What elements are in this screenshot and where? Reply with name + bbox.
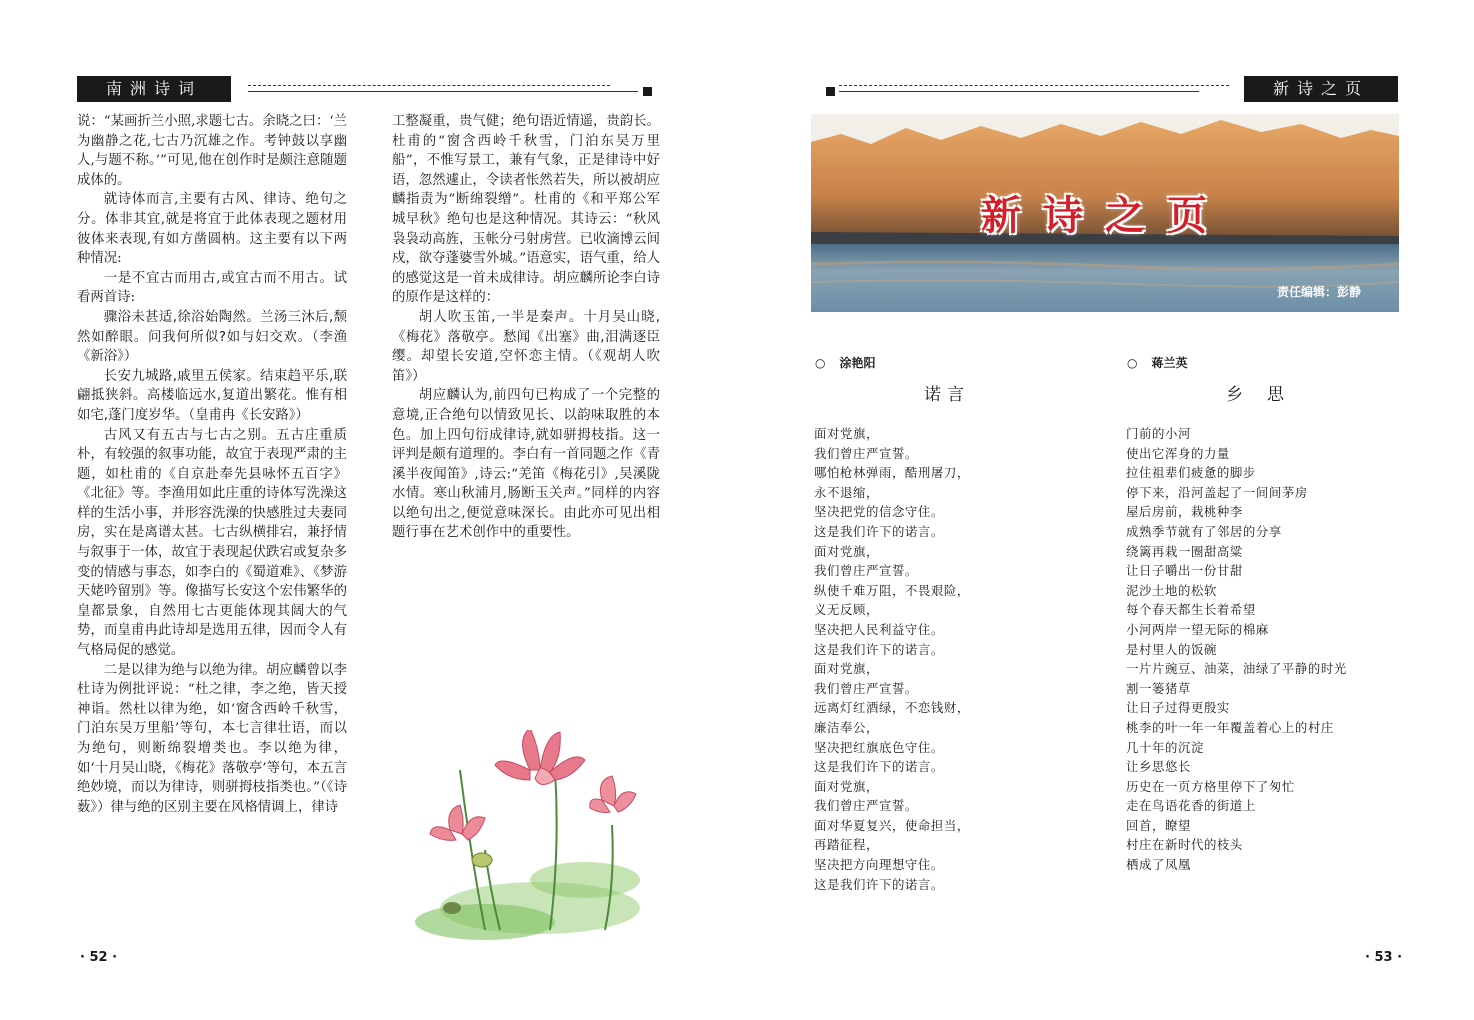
poem-line: 是村里人的饭碗 [1126, 641, 1217, 657]
poem-line: 泥沙土地的松软 [1126, 582, 1217, 598]
header-rule [839, 85, 1229, 86]
paragraph: 一是不宜古而用古,或宜古而不用古。试看两首诗: [77, 270, 347, 306]
poem-title: 诺言 [924, 385, 970, 405]
paragraph: 说：“某画折兰小照,求题七古。余晓之曰：‘兰为幽静之花,七古乃沉雄之作。考钟鼓以享幽人,与题不称。’”可见,他在创作时是颇注意随题成体的。 [77, 114, 347, 188]
poem-line: 面对党旗， [814, 543, 879, 559]
poem-line: 面对党旗， [814, 778, 879, 794]
poem-line: 割一篓猪草 [1126, 680, 1191, 696]
paragraph: 工整凝重，贵气健；绝句语近情遥，贵韵长。杜甫的“窗含西岭千秋雪，门泊东吴万里船”，不惟写景工，兼有气象，正是律诗中好语，忽然遽止，令读者怅然若失，所以被胡应麟指责为“断绵裂缯”。杜甫的《和平郑公军城早秋》绝句也是这种情况。其诗云：“秋风袅袅动高旌，玉帐分弓射虏营。已收滴博云间戍，欲夺蓬婆雪外城。”语意实，语气重，给人的感觉这是一首未成律诗。胡应麟所论李白诗的原作是这样的： [392, 114, 660, 306]
poem-line: 这是我们许下的诺言。 [814, 641, 944, 657]
poem-line: 小河两岸一望无际的棉麻 [1126, 621, 1269, 637]
poem-line: 这是我们许下的诺言。 [814, 759, 944, 775]
poem-line: 使出它浑身的力量 [1126, 445, 1230, 461]
poem-line: 坚决把方向理想守住。 [814, 857, 944, 873]
poem-line: 走在鸟语花香的街道上 [1126, 798, 1256, 814]
poem-line: 坚决把红旗底色守住。 [814, 739, 944, 755]
paragraph: 胡应麟认为,前四句已构成了一个完整的意境,正合绝句以情致见长、以韵味取胜的本色。加上四句衍成律诗,就如骈拇枝指。这一评判是颇有道理的。李白有一首同题之作《青溪半夜闻笛》,诗云:“羌笛《梅花引》,吴溪陇水情。寒山秋浦月,肠断玉关声。”同样的内容以绝句出之,便觉意味深长。由此亦可见出相题行事在艺术创作中的重要性。 [392, 388, 660, 541]
poem-line: 让乡思悠长 [1126, 759, 1191, 775]
poem-line: 面对党旗， [814, 661, 879, 677]
poem-line: 面对华夏复兴，使命担当， [814, 817, 970, 833]
poem-line: 远离灯红酒绿，不恋钱财， [814, 700, 970, 716]
header-square [826, 87, 835, 96]
poem-line: 回首，瞭望 [1126, 817, 1191, 833]
poem-line: 纵使千难万阻，不畏艰险， [814, 582, 970, 598]
paragraph: 就诗体而言,主要有古风、律诗、绝句之分。体非其宜,就是将宜于此体表现之题材用彼体来表现,有如方凿圆枘。这主要有以下两种情况: [77, 192, 347, 267]
poem-line: 几十年的沉淀 [1126, 739, 1204, 755]
paragraph: 古风又有五古与七古之别。五古庄重质朴，有较强的叙事功能，故宜于表现严肃的主题，如杜甫的《自京赴奉先县咏怀五百字》《北征》等。李渔用如此庄重的诗体写洗澡这样的生活小事，并形容洗澡的快感胜过夫妻同房，实在是离谱太甚。七古纵横排宕，兼抒情与叙事于一体，故宜于表现起伏跌宕或复杂多变的情感与事态，如李白的《蜀道难》、《梦游天姥吟留别》等。像描写长安这个宏伟繁华的皇都景象，自然用七古更能体现其阔大的气势，而皇甫冉此诗却是选用五律，因而令人有气格局促的感觉。 [77, 427, 347, 659]
poem-line: 历史在一页方格里停下了匆忙 [1126, 778, 1295, 794]
poem-line: 每个春天都生长着希望 [1126, 602, 1256, 618]
header-square [643, 87, 652, 96]
circle-bullet-icon: ○ [1127, 356, 1138, 370]
page-number: · 52 · [80, 950, 118, 965]
page-number: · 53 · [1365, 950, 1403, 965]
poem-line: 成熟季节就有了邻居的分享 [1126, 523, 1282, 539]
editor-credit: 责任编辑：彭静 [1276, 285, 1361, 299]
poem-line: 这是我们许下的诺言。 [814, 523, 944, 539]
banner [811, 114, 1399, 312]
poem-line: 一片片豌豆、油菜，油绿了平静的时光 [1126, 661, 1347, 677]
poem-line: 停下来，沿河盖起了一间间茅房 [1126, 484, 1308, 500]
poem-author-line [1127, 354, 1188, 371]
author-name: 蒋兰英 [1151, 356, 1188, 370]
quoted-poem: 长安九城路,戚里五侯家。结束趋平乐,联翩抵狭斜。高楼临远水,复道出繁花。惟有相如宅,蓬门度岁华。（皇甫冉《长安路》） [77, 368, 347, 423]
poem-line: 坚决把人民利益守住。 [814, 621, 944, 637]
right-page [737, 0, 1474, 1020]
header-rule [248, 91, 638, 92]
text-column-2 [392, 112, 660, 543]
banner-title: 新诗之页 [981, 193, 1229, 239]
column-header: 南洲诗词 [77, 76, 231, 102]
poem-line: 再踏征程， [814, 837, 879, 853]
poem-author-line [815, 354, 876, 371]
poem-line: 我们曾庄严宣誓。 [814, 798, 918, 814]
poem-line: 这是我们许下的诺言。 [814, 876, 944, 892]
paragraph: 二是以律为绝与以绝为律。胡应麟曾以李杜诗为例批评说：“杜之律，李之绝，皆天授神诣。然杜以律为绝，如‘窗含西岭千秋雪，门泊东吴万里船’等句，本七言律壮语，而以为绝句，则断绵裂增类也。李以绝为律，如‘十月吴山晓，《梅花》落敬亭’等句，本五言绝妙境，而以为律诗，则骈拇枝指类也。”（《诗薮》）律与绝的区别主要在风格情调上，律诗 [77, 662, 347, 815]
poem-line: 廉洁奉公， [814, 719, 879, 735]
author-name: 涂艳阳 [839, 356, 876, 370]
poem-line: 我们曾庄严宣誓。 [814, 445, 918, 461]
poem-line: 义无反顾， [814, 602, 879, 618]
poem-line: 我们曾庄严宣誓。 [814, 563, 918, 579]
poem-line: 让日子过得更殷实 [1126, 700, 1230, 716]
column-header: 新诗之页 [1244, 76, 1398, 102]
poem-line: 永不退缩， [814, 484, 879, 500]
poem-body [1126, 424, 1347, 875]
poem-line: 栖成了凤凰 [1126, 857, 1191, 873]
header-rule [839, 91, 1199, 92]
poem-line: 面对党旗， [814, 426, 879, 441]
poem-line: 村庄在新时代的枝头 [1126, 837, 1243, 853]
poem-line: 拉住祖辈们疲惫的脚步 [1126, 465, 1256, 481]
poem-body [814, 424, 970, 894]
quoted-poem: 胡人吹玉笛,一半是秦声。十月吴山晓,《梅花》落敬亭。愁闻《出塞》曲,泪满逐臣缨。却望长安道,空怀恋主情。（《观胡人吹笛》） [392, 309, 660, 384]
header-rule [248, 85, 610, 86]
lotus-illustration [390, 730, 660, 945]
poem-line: 让日子嚼出一份甘甜 [1126, 563, 1243, 579]
poem-line: 桃李的叶一年一年覆盖着心上的村庄 [1126, 719, 1334, 735]
poem-line: 坚决把党的信念守住。 [814, 504, 944, 520]
poem-title: 乡思 [1226, 385, 1308, 405]
text-column-1 [77, 112, 347, 817]
circle-bullet-icon: ○ [815, 356, 826, 370]
quoted-poem: 骤浴未甚适,徐浴始陶然。兰汤三沐后,颓然如醉眼。问我何所似?如与妇交欢。（李渔《新浴》） [77, 309, 347, 365]
poem-line: 我们曾庄严宣誓。 [814, 680, 918, 696]
poem-line: 屋后房前，栽桃种李 [1126, 504, 1243, 520]
poem-line: 哪怕枪林弹雨，酷刑屠刀， [814, 465, 970, 481]
poem-line: 绕篱再栽一圈甜高粱 [1126, 543, 1243, 559]
poem-line: 门前的小河 [1126, 426, 1191, 441]
